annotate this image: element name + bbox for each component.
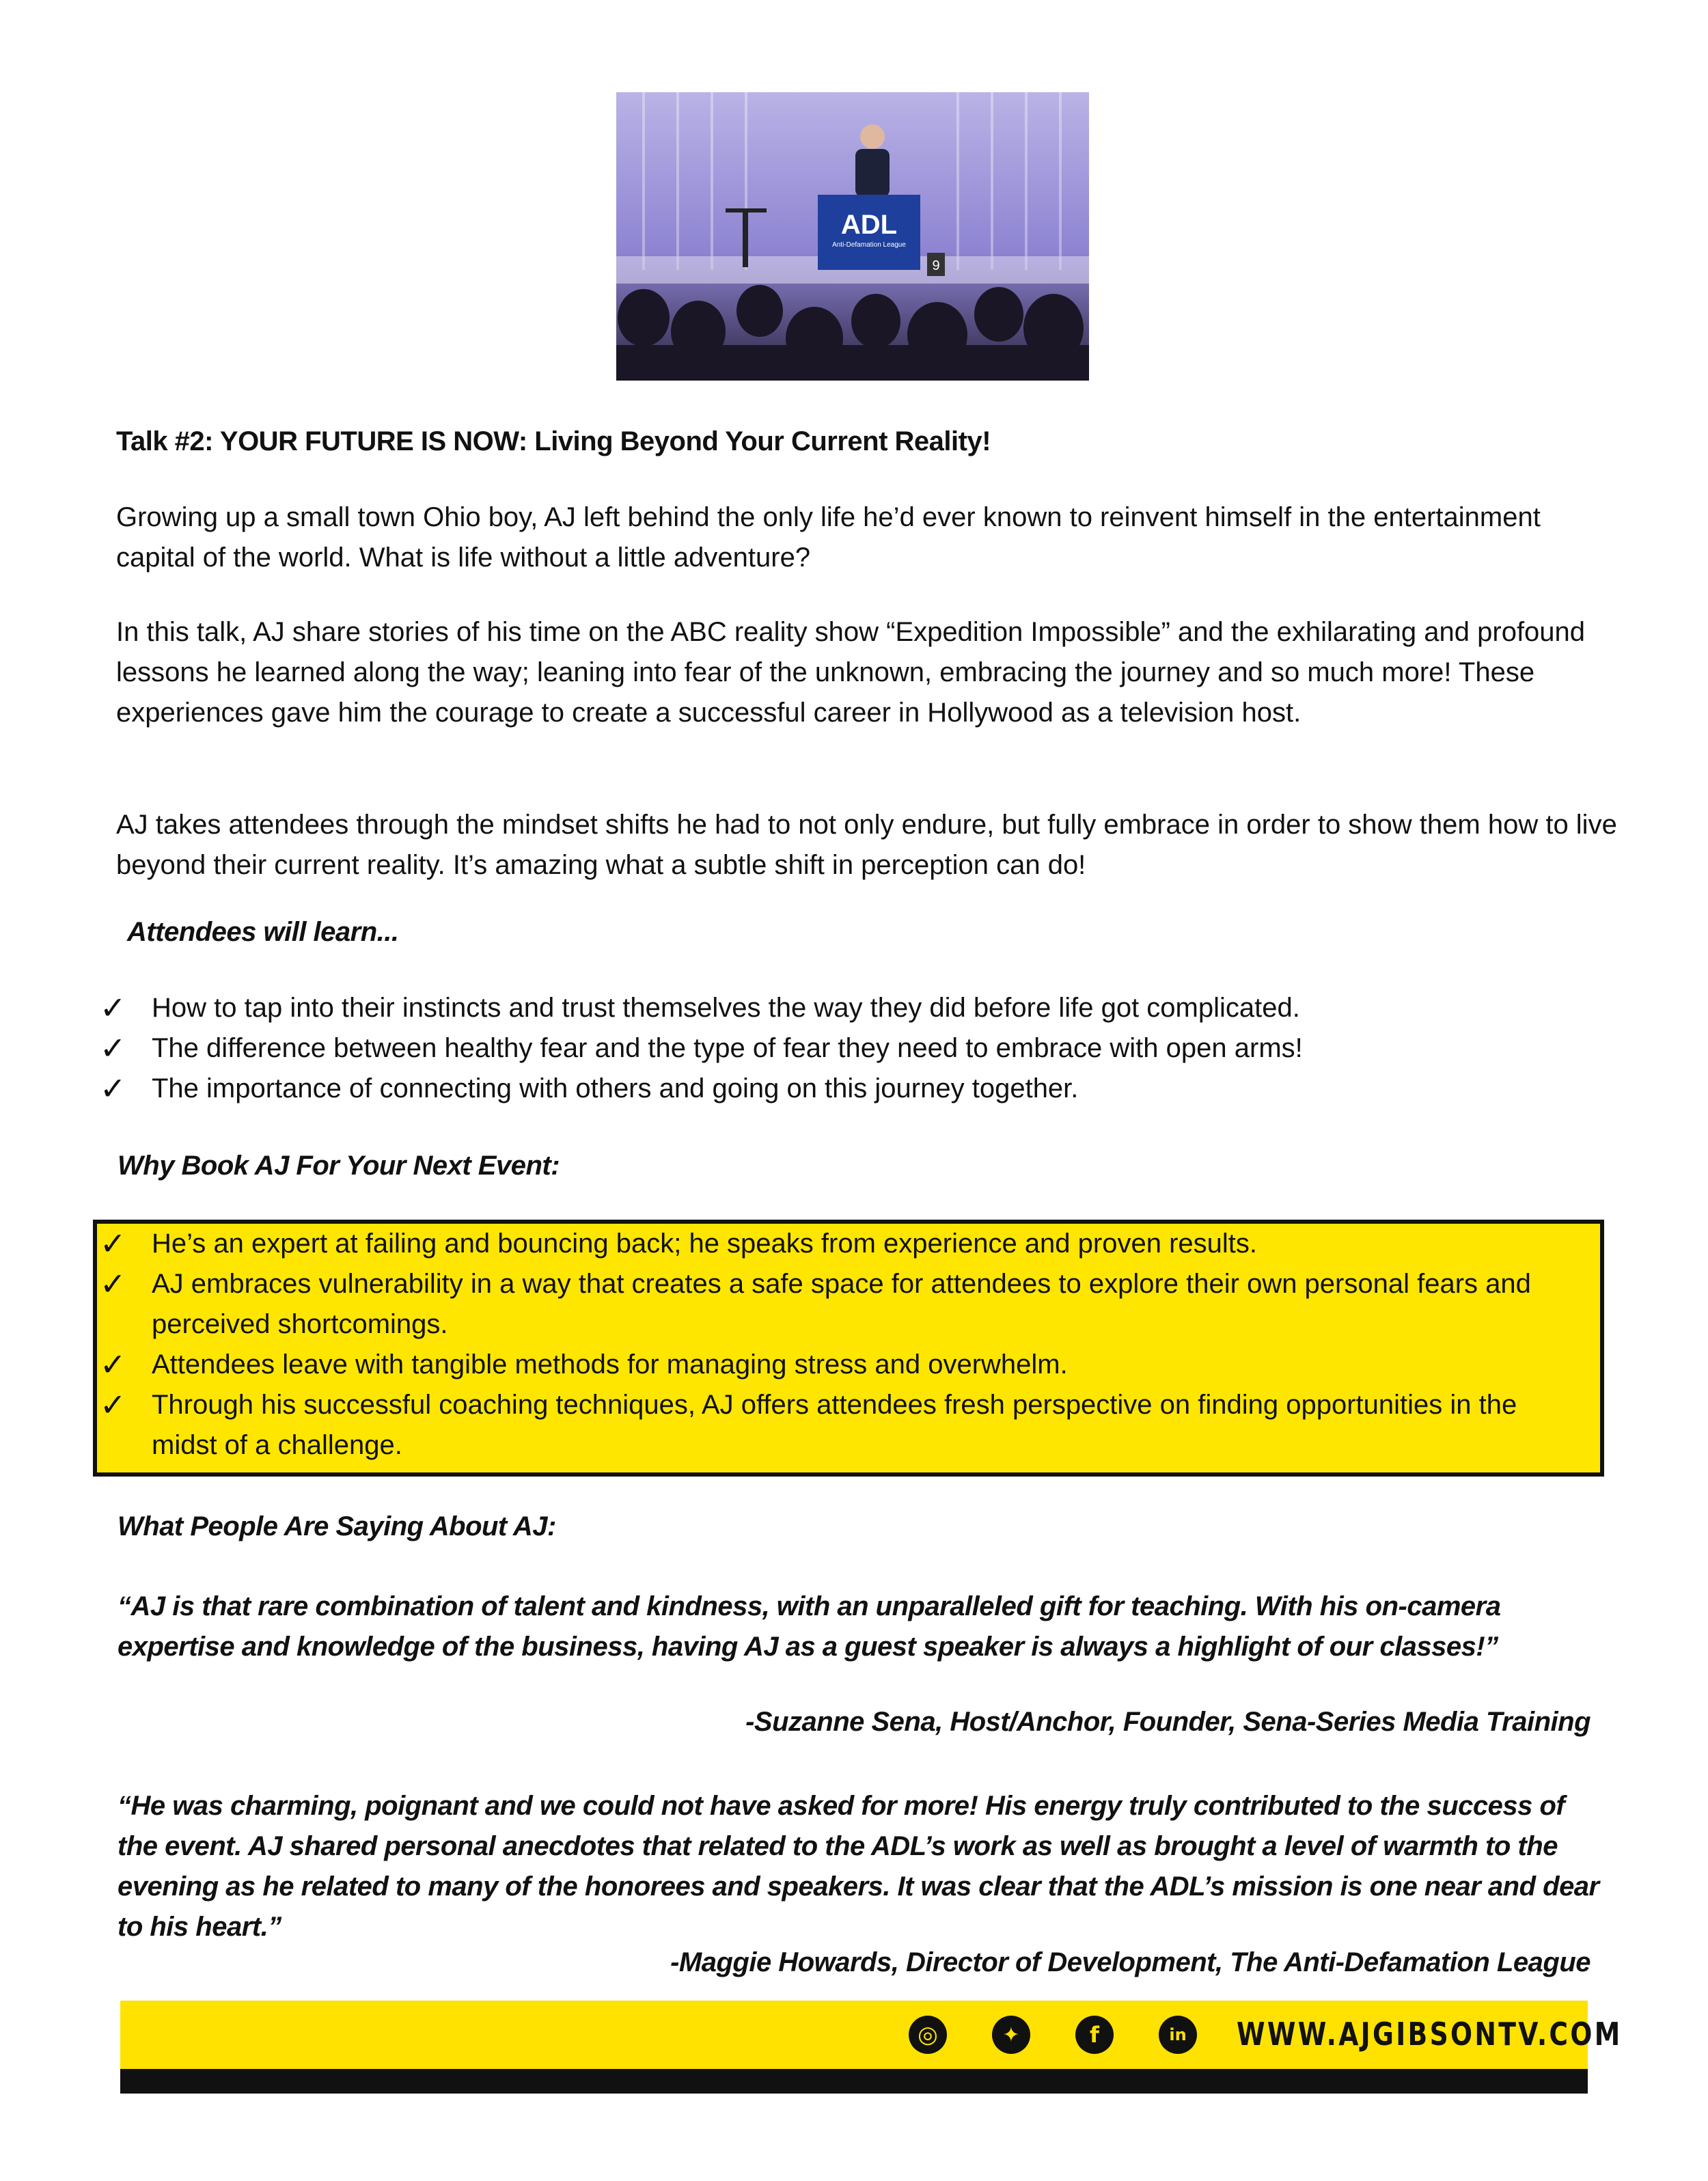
why-book-heading: Why Book AJ For Your Next Event:	[118, 1151, 560, 1181]
testimonial-quote: “AJ is that rare combination of talent and kindness, with an unparalleled gift for teaching. With his on-camera expertise and knowledge of the business, having AJ as a guest speaker is always a highlight of our classes!”	[118, 1591, 1501, 1662]
talk-description-paragraph: In this talk, AJ share stories of his time on the ABC reality show “Expedition Impossible” and the exhilarating and profound lessons he learned along the way; leaning into fear of the unknown, embracing the journey and so much more! These experiences gave him the courage to create a successful career in Hollywood as a television host.	[116, 617, 1586, 728]
mindset-paragraph: AJ takes attendees through the mindset shifts he had to not only endure, but fully embrace in order to show them how to live beyond their current reality. It’s amazing what a subtle shift in perception can do!	[116, 810, 1617, 880]
talk-title: Talk #2: YOUR FUTURE IS NOW: Living Beyond Your Current Reality!	[116, 426, 991, 456]
list-item: ✓ Through his successful coaching techniques, AJ offers attendees fresh perspective on finding opportunities in the midst of a challenge.	[100, 1386, 1517, 1460]
list-item: ✓ AJ embraces vulnerability in a way that creates a safe space for attendees to explore their own personal fears and perceived shortcomings.	[100, 1265, 1531, 1339]
facebook-icon[interactable]: f	[1075, 2016, 1114, 2054]
checkmark-icon: ✓	[100, 1070, 126, 1107]
twitter-icon[interactable]: ✦	[992, 2016, 1030, 2054]
testimonials-heading: What People Are Saying About AJ:	[118, 1511, 556, 1541]
checkmark-icon: ✓	[100, 1386, 126, 1423]
checkmark-icon: ✓	[100, 989, 126, 1026]
checkmark-icon: ✓	[100, 1030, 126, 1067]
why-book-list	[96, 1224, 1585, 1466]
checkmark-icon: ✓	[100, 1346, 126, 1383]
list-item: ✓ How to tap into their instincts and trust themselves the way they did before life got complicated.	[96, 988, 1619, 1028]
event-photo	[616, 92, 1089, 381]
testimonial-attribution: -Suzanne Sena, Host/Anchor, Founder, Sena-Series Media Training	[745, 1707, 1590, 1737]
instagram-icon[interactable]: ◎	[909, 2016, 947, 2054]
svg-text:9: 9	[932, 258, 940, 273]
testimonial-attribution: -Maggie Howards, Director of Development, The Anti-Defamation League	[670, 1947, 1590, 1977]
list-item: ✓ He’s an expert at failing and bouncing back; he speaks from experience and proven results.	[96, 1224, 1585, 1264]
footer-divider	[120, 2069, 1588, 2094]
list-item: ✓ The importance of connecting with others and going on this journey together.	[96, 1069, 1619, 1109]
checkmark-icon: ✓	[100, 1265, 126, 1302]
checkmark-icon: ✓	[100, 1225, 126, 1262]
list-item: ✓ Attendees leave with tangible methods for managing stress and overwhelm.	[96, 1345, 1585, 1385]
learn-heading: Attendees will learn...	[127, 917, 399, 947]
list-item: ✓ The difference between healthy fear and the type of fear they need to embrace with open arms!	[96, 1028, 1619, 1069]
website-link[interactable]: WWW.AJGIBSONTV.COM	[1237, 2016, 1623, 2053]
svg-text:Anti-Defamation League: Anti-Defamation League	[832, 241, 906, 249]
testimonial-quote: “He was charming, poignant and we could not have asked for more! His energy truly contributed to the success of the event. AJ shared personal anecdotes that related to the ADL’s work as well as brought a level of warmth to the evening as he related to many of the honorees and speakers. It was clear that the ADL’s mission is one near and dear to his heart.”	[118, 1791, 1599, 1942]
intro-paragraph: Growing up a small town Ohio boy, AJ left behind the only life he’d ever known to reinvent himself in the entertainment capital of the world. What is life without a little adventure?	[116, 502, 1541, 573]
svg-text:ADL: ADL	[840, 210, 898, 240]
linkedin-icon[interactable]: in	[1159, 2016, 1197, 2054]
learn-list	[96, 988, 1619, 1109]
